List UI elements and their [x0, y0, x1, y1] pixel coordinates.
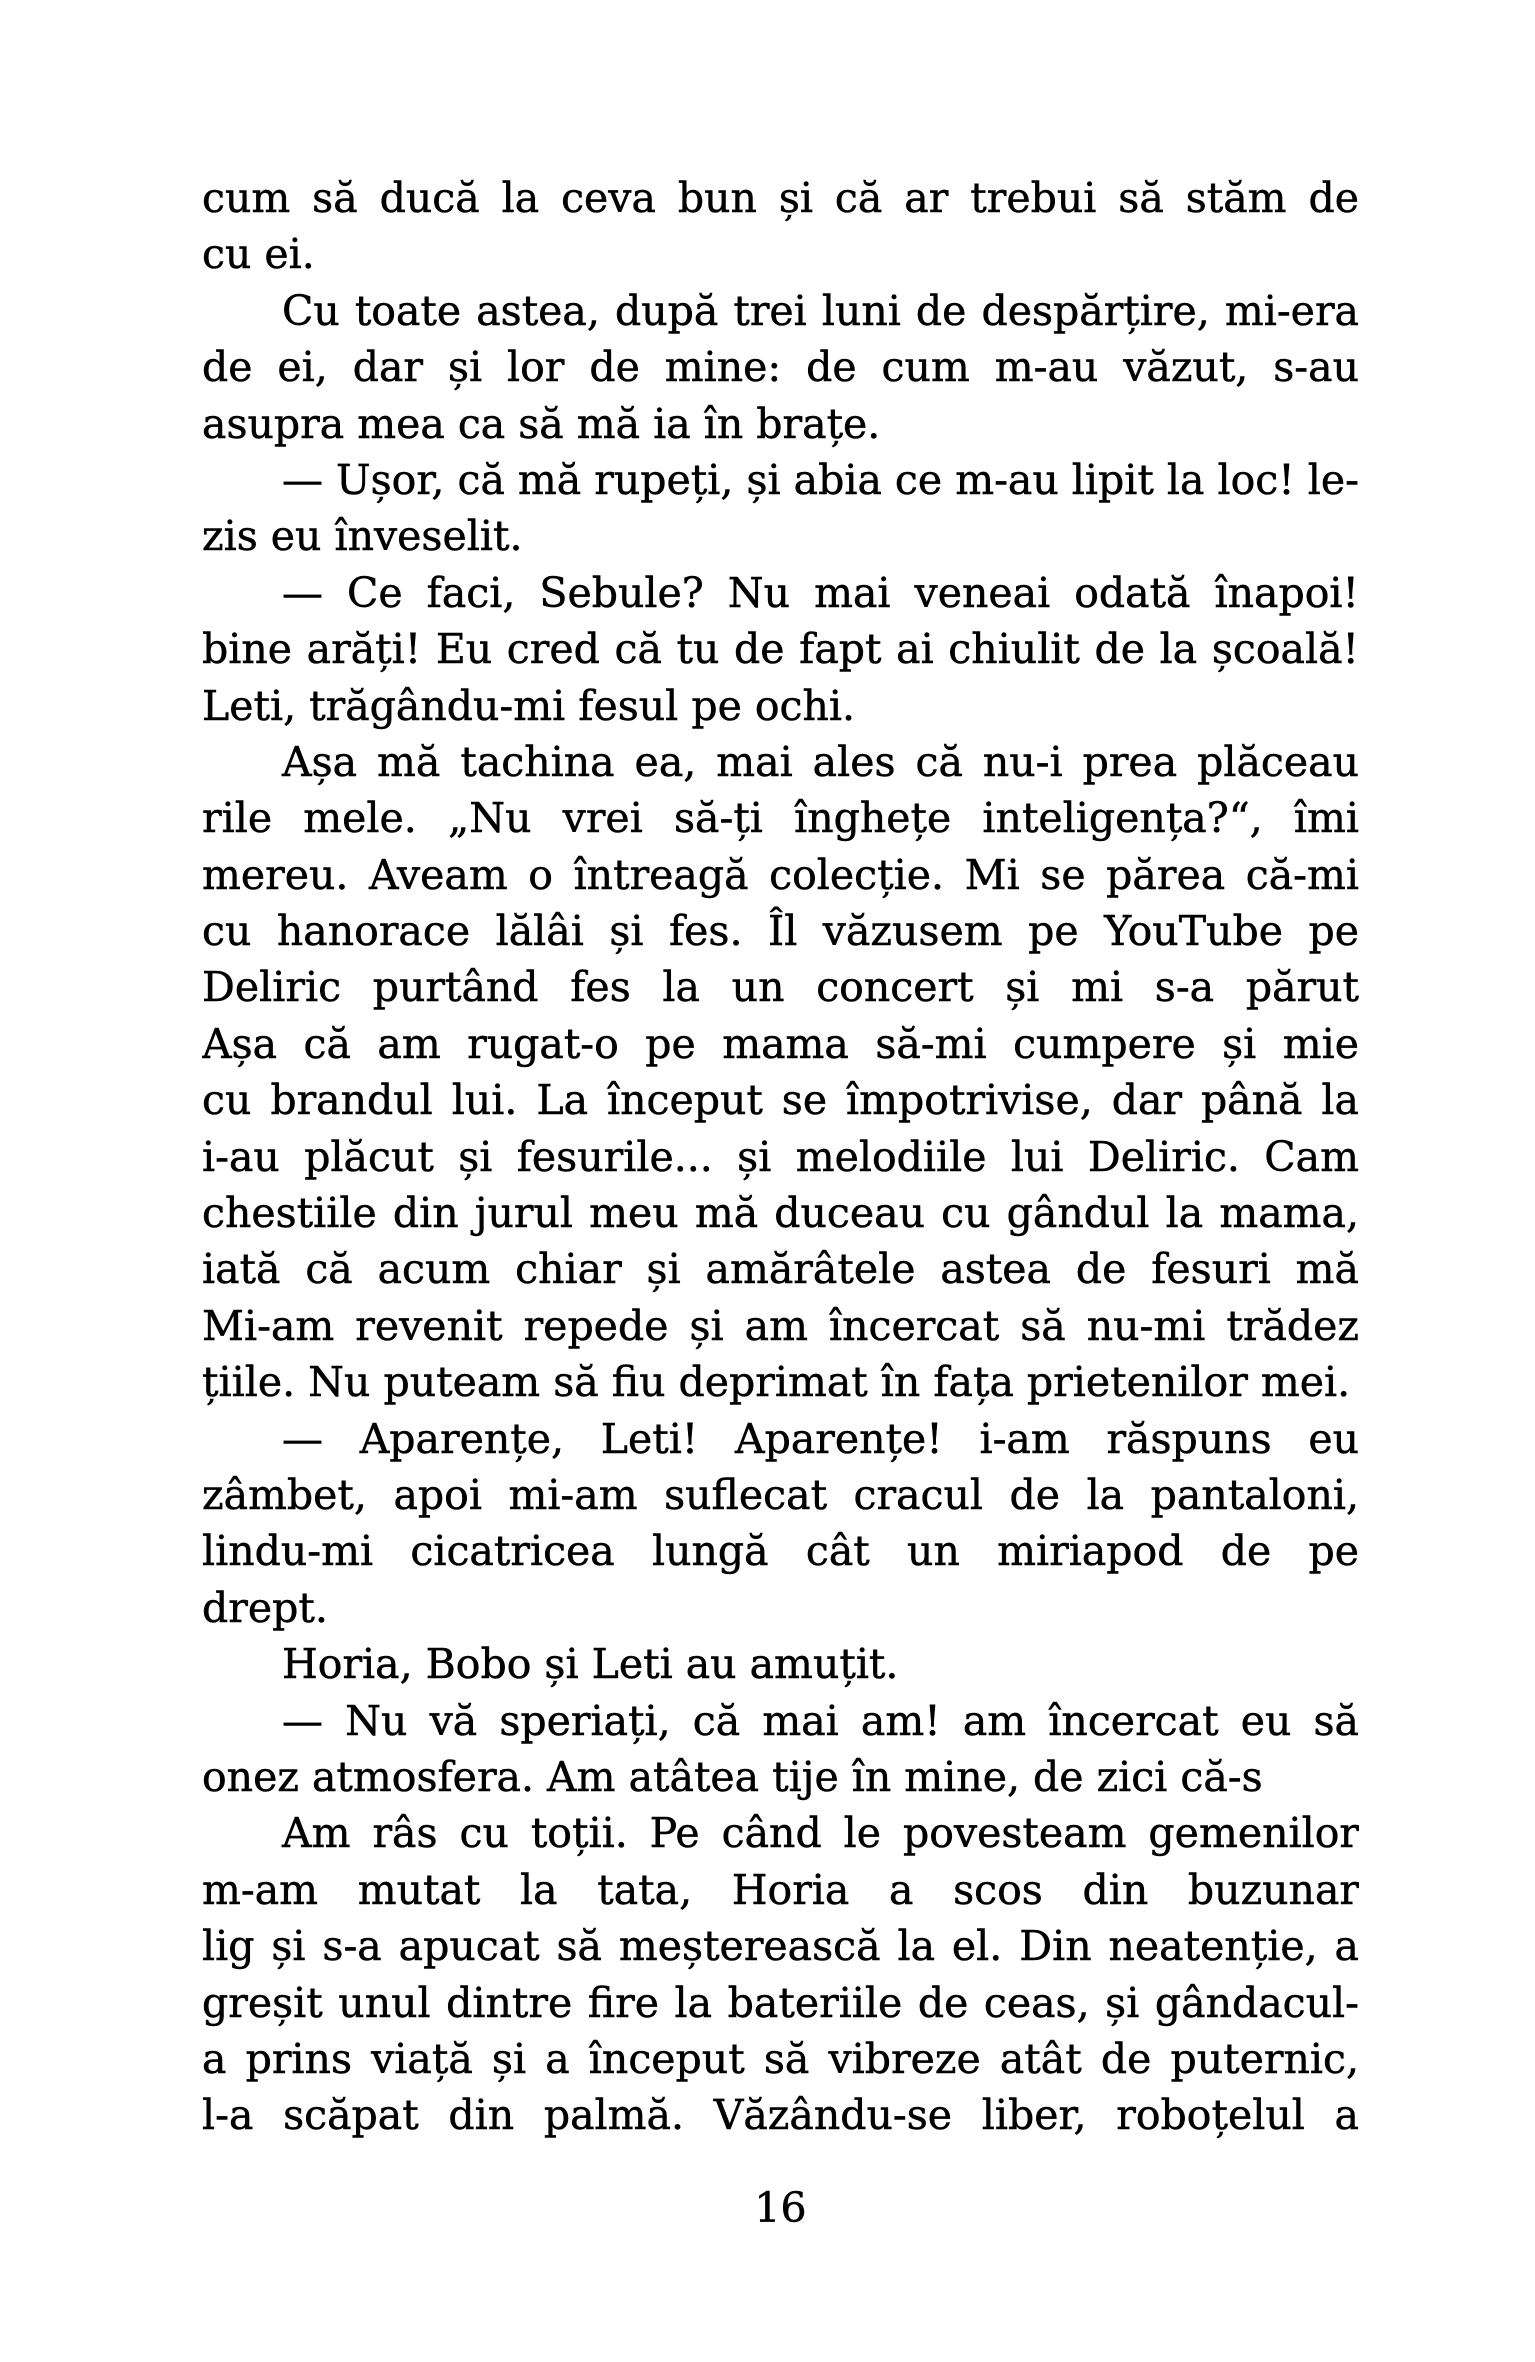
text-line: lig și s-a apucat să meșterească la el. Din neatenție, a [202, 1922, 1359, 1971]
text-line: zâmbet, apoi mi-am suflecat cracul de la pantaloni, [202, 1470, 1359, 1519]
text-line: a prins viață și a început să vibreze atât de puternic, [202, 2034, 1359, 2083]
text-line: rile mele. „Nu vrei să-ți înghețe inteligența?“, îmi [202, 794, 1359, 843]
text-line: l-a scăpat din palmă. Văzându-se liber, roboțelul a [202, 2091, 1359, 2140]
text-line: cu ei. [202, 230, 315, 279]
text-line: țiile. Nu puteam să fiu deprimat în fața prietenilor mei. [202, 1358, 1351, 1407]
text-line: m-am mutat la tata, Horia a scos din buzunar [202, 1865, 1359, 1914]
text-line: bine arăți! Eu cred că tu de fapt ai chiulit de la școală! [202, 625, 1359, 674]
text-line: de ei, dar și lor de mine: de cum m-au văzut, s-au [202, 343, 1359, 392]
text-line: — Aparențe, Leti! Aparențe! i-am răspuns eu [282, 1414, 1359, 1463]
text-line: zis eu înveselit. [202, 512, 523, 561]
page-number: 16 [754, 2184, 807, 2232]
text-line: lindu-mi cicatricea lungă cât un miriapod de pe [202, 1527, 1359, 1576]
text-line: Așa că am rugat-o pe mama să-mi cumpere și mie [202, 1019, 1359, 1068]
text-line: Cu toate astea, după trei luni de despărțire, mi-era [282, 286, 1359, 335]
text-line: cu hanorace lălâi și fes. Îl văzusem pe YouTube pe [202, 907, 1359, 956]
text-line: Deliric purtând fes la un concert și mi s-a părut [202, 963, 1359, 1012]
text-line: cum să ducă la ceva bun și că ar trebui să stăm de [202, 174, 1359, 222]
text-line: greșit unul dintre fire la bateriile de ceas, și gândacul- [202, 1978, 1359, 2027]
text-line: cu brandul lui. La început se împotrivise, dar până la [202, 1076, 1359, 1125]
text-line: — Ușor, că mă rupeți, și abia ce m-au lipit la loc! le- [282, 455, 1359, 504]
text-line: Am râs cu toții. Pe când le povesteam gemenilor [282, 1809, 1359, 1858]
text-line: Leti, trăgându-mi fesul pe ochi. [202, 681, 856, 730]
text-line: Mi-am revenit repede și am încercat să nu-mi trădez [202, 1301, 1359, 1350]
text-line: — Ce faci, Sebule? Nu mai veneai odată înapoi! [282, 568, 1359, 617]
text-line: mereu. Aveam o întreagă colecție. Mi se părea că-mi [202, 850, 1359, 899]
text-line: drept. [202, 1583, 328, 1632]
text-line: asupra mea ca să mă ia în brațe. [202, 399, 881, 448]
text-line: — Nu vă speriați, că mai am! am încercat eu să [282, 1696, 1359, 1745]
text-line: i-au plăcut și fesurile... și melodiile lui Deliric. Cam [202, 1132, 1359, 1181]
text-line: Horia, Bobo și Leti au amuțit. [282, 1640, 899, 1689]
text-line: onez atmosfera. Am atâtea tije în mine, de zici că-s [202, 1752, 1263, 1801]
text-line: iată că acum chiar și amărâtele astea de fesuri mă [202, 1245, 1359, 1294]
text-line: chestiile din jurul meu mă duceau cu gândul la mama, [202, 1189, 1359, 1238]
text-line: Așa mă tachina ea, mai ales că nu-i prea plăceau [282, 737, 1359, 786]
page-text [202, 170, 1359, 2144]
